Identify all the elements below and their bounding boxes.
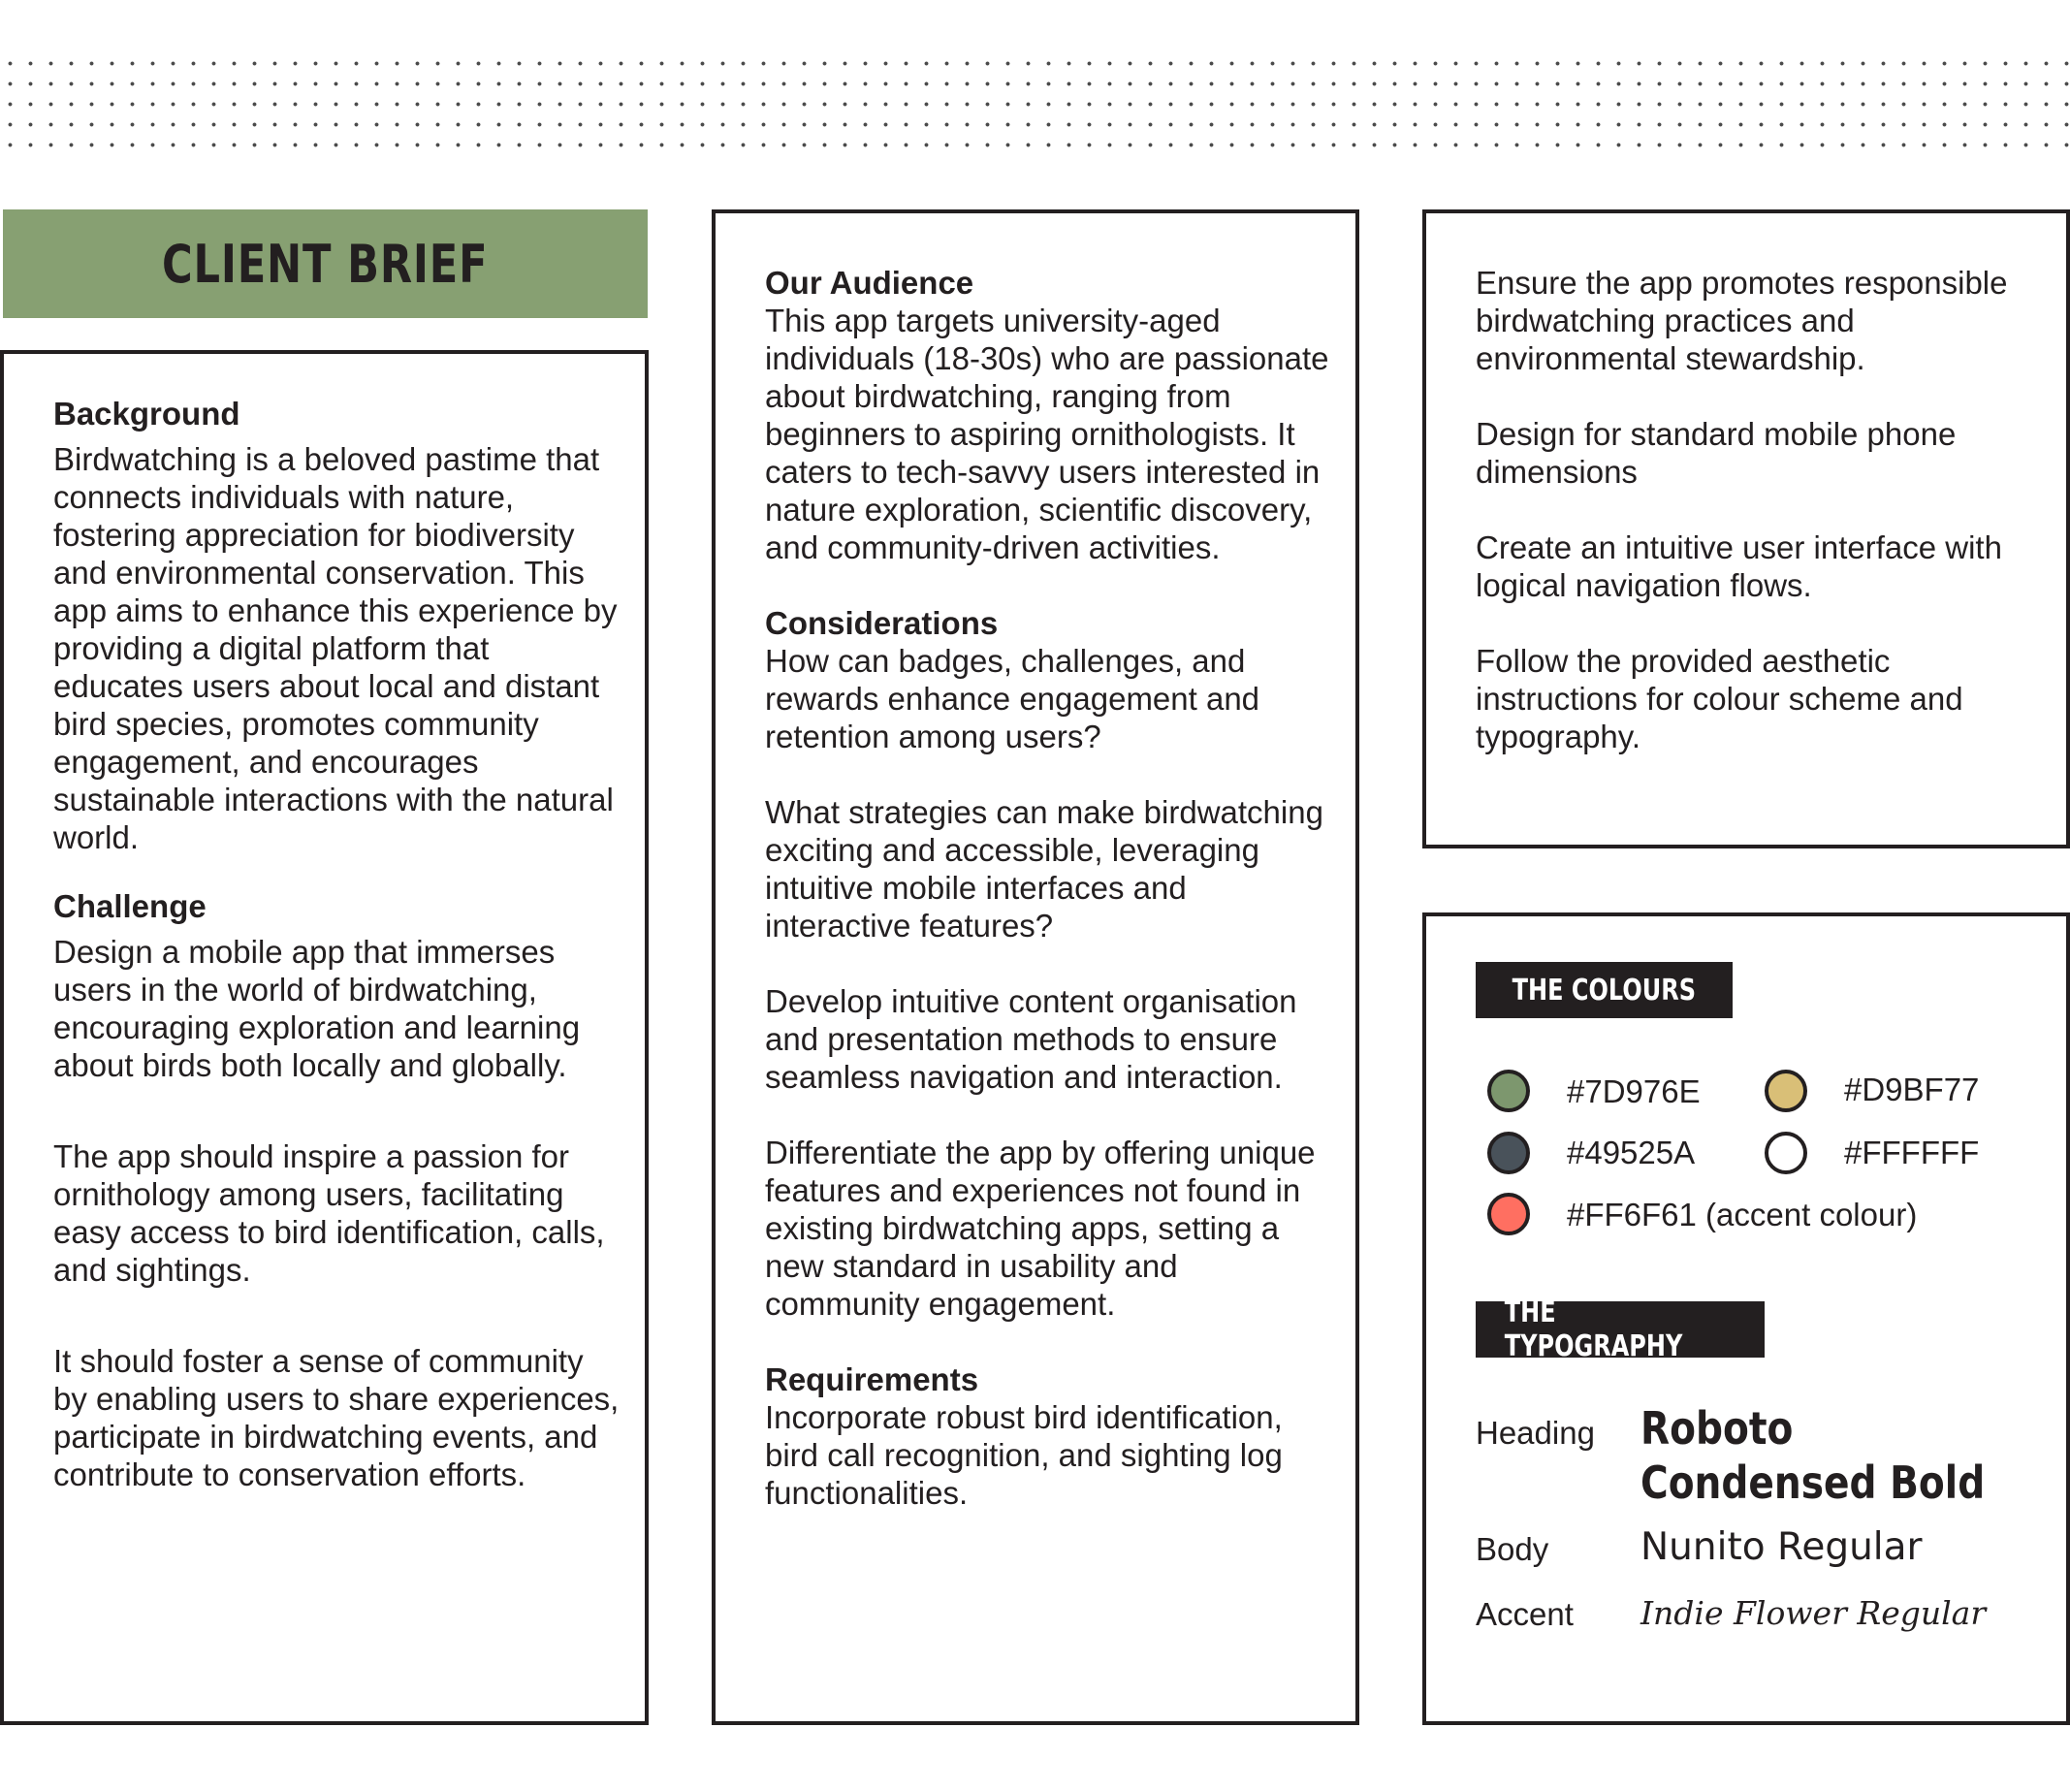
considerations-paragraph: How can badges, challenges, and rewards enhance engagement and retention among users? bbox=[765, 643, 1260, 754]
considerations-paragraph: Differentiate the app by offering unique features and experiences not found in existing birdwatching apps, setting a new standard in usability and community engagement. bbox=[765, 1135, 1316, 1322]
requirements-heading: Requirements bbox=[765, 1361, 979, 1397]
requirements-continued-content bbox=[1476, 264, 2048, 755]
audience-text: This app targets university-aged individuals (18-30s) who are passionate about birdwatching, ranging from beginners to aspiring ornithologists. It caters to tech-savvy users interested in nature exploration, scientific discovery, and community-driven activities. bbox=[765, 303, 1329, 565]
swatch-coral bbox=[1487, 1193, 1530, 1235]
audience-considerations-content bbox=[765, 264, 1337, 1512]
client-brief-banner bbox=[3, 209, 648, 318]
swatch-slate bbox=[1487, 1132, 1530, 1174]
audience-heading: Our Audience bbox=[765, 265, 974, 301]
dot-pattern-decoration bbox=[0, 53, 2070, 162]
challenge-paragraph: Design a mobile app that immerses users in the world of birdwatching, encouraging exploration and learning about birds both locally and globally. bbox=[53, 934, 581, 1083]
typography-title-pill bbox=[1476, 1296, 1765, 1363]
challenge-heading: Challenge bbox=[53, 888, 207, 924]
swatch-label: #FF6F61 (accent colour) bbox=[1567, 1197, 1918, 1232]
typography-accent-font: Indie Flower Regular bbox=[1640, 1594, 1987, 1632]
swatch-label: #7D976E bbox=[1567, 1073, 1701, 1109]
typography-body-font: Nunito Regular bbox=[1640, 1525, 1923, 1569]
swatch-label: #D9BF77 bbox=[1844, 1072, 1980, 1107]
requirement-paragraph: Design for standard mobile phone dimensions bbox=[1476, 416, 1957, 490]
requirements-text: Incorporate robust bird identification, bird call recognition, and sighting log functionalities. bbox=[765, 1399, 1283, 1511]
swatch-white bbox=[1765, 1132, 1807, 1174]
typography-role-label: Accent bbox=[1476, 1596, 1574, 1632]
challenge-paragraph: It should foster a sense of community by enabling users to share experiences, participate in birdwatching events, and contribute to conservation efforts. bbox=[53, 1343, 620, 1492]
swatch-green bbox=[1487, 1070, 1530, 1112]
typography-title: THE TYPOGRAPHY bbox=[1504, 1296, 1683, 1363]
requirement-paragraph: Follow the provided aesthetic instructions for colour scheme and typography. bbox=[1476, 643, 1963, 754]
page-title: CLIENT BRIEF bbox=[162, 233, 489, 295]
colours-title-pill bbox=[1476, 962, 1733, 1018]
considerations-heading: Considerations bbox=[765, 605, 999, 641]
typography-heading-font: Roboto Condensed Bold bbox=[1640, 1402, 1986, 1509]
background-text: Birdwatching is a beloved pastime that connects individuals with nature, fostering appreciation for biodiversity and environmental conservation. This app aims to enhance this experience by providing a digital platform that educates users about local and distant bird species, promotes community engagement, and encourages sustainable interactions with the natural world. bbox=[53, 441, 618, 855]
background-challenge-content bbox=[53, 395, 625, 1493]
swatch-gold bbox=[1765, 1070, 1807, 1112]
considerations-paragraph: What strategies can make birdwatching exciting and accessible, leveraging intuitive mobile interfaces and interactive features? bbox=[765, 794, 1323, 944]
requirement-paragraph: Ensure the app promotes responsible birdwatching practices and environmental stewardship. bbox=[1476, 265, 2008, 376]
colours-title: THE COLOURS bbox=[1512, 973, 1697, 1008]
swatch-label: #49525A bbox=[1567, 1135, 1696, 1170]
typography-role-label: Heading bbox=[1476, 1415, 1595, 1451]
swatch-label: #FFFFFF bbox=[1844, 1135, 1980, 1170]
typography-role-label: Body bbox=[1476, 1531, 1549, 1567]
requirement-paragraph: Create an intuitive user interface with logical navigation flows. bbox=[1476, 529, 2002, 603]
considerations-paragraph: Develop intuitive content organisation and presentation methods to ensure seamless navigation and interaction. bbox=[765, 983, 1297, 1095]
background-heading: Background bbox=[53, 396, 240, 432]
challenge-paragraph: The app should inspire a passion for ornithology among users, facilitating easy access to bird identification, calls, and sightings. bbox=[53, 1138, 605, 1288]
